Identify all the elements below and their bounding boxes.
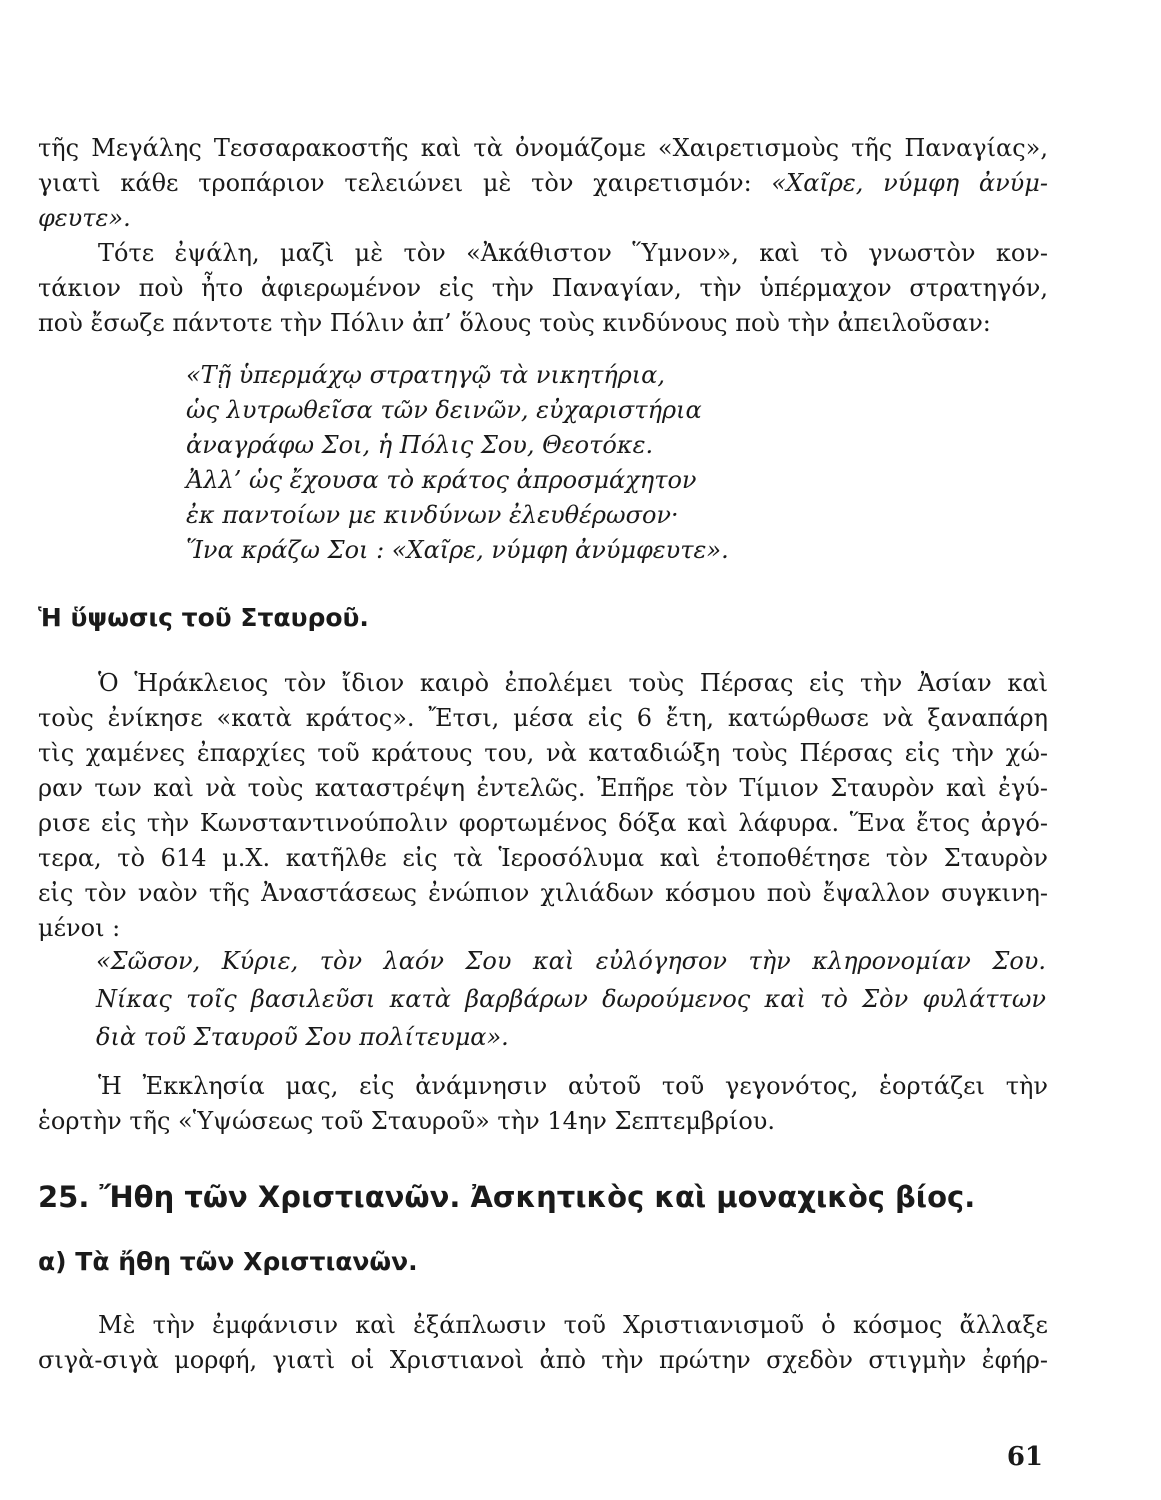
paragraph-kontakion-intro — [38, 236, 1048, 341]
verse-line: Ἵνα κράζω Σοι : «Χαῖρε, νύμφη ἀνύμφευτε». — [186, 536, 729, 564]
text-line: ποὺ ἔσωζε πάντοτε τὴν Πόλιν ἀπ’ ὅλους τοὺς κινδύνους ποὺ τὴν ἀπειλοῦσαν: — [38, 309, 991, 337]
paragraph-heraclius — [38, 666, 1048, 946]
text-line: τοὺς ἐνίκησε «κατὰ κράτος». Ἔτσι, μέσα εἰς 6 ἔτη, κατώρθωσε νὰ ξαναπάρη — [38, 704, 1048, 732]
page-number: 61 — [1006, 1442, 1043, 1472]
text-line: μένοι : — [38, 914, 121, 942]
text-line: ραν των καὶ νὰ τοὺς καταστρέψη ἐντελῶς. Ἐπῆρε τὸν Τίμιον Σταυρὸν καὶ ἐγύ- — [38, 774, 1048, 802]
kontakion-verse — [186, 358, 886, 568]
verse-line: ὡς λυτρωθεῖσα τῶν δεινῶν, εὐχαριστήρια — [186, 396, 702, 424]
quote-line: διὰ τοῦ Σταυροῦ Σου πολίτευμα». — [96, 1023, 509, 1051]
text-line: τάκιον ποὺ ἦτο ἀφιερωμένον εἰς τὴν Παναγίαν, τὴν ὑπέρμαχον στρατηγόν, — [38, 274, 1048, 302]
text-line: τῆς Μεγάλης Τεσσαρακοστῆς καὶ τὰ ὀνομάζομε «Χαιρετισμοὺς τῆς Παναγίας», — [38, 134, 1048, 162]
quote-line: Νίκας τοῖς βασιλεῦσι κατὰ βαρβάρων δωρούμενος καὶ τὸ Σὸν φυλάττων — [96, 985, 1046, 1013]
text-line: γιατὶ κάθε τροπάριον τελειώνει μὲ τὸν χαιρετισμόν: «Χαῖρε, νύμφη ἀνύμ- — [38, 169, 1048, 197]
quote-line: «Σῶσον, Κύριε, τὸν λαόν Σου καὶ εὐλόγησον τὴν κληρονομίαν Σου. — [96, 947, 1046, 975]
paragraph-customs — [38, 1308, 1048, 1378]
text-line: Ἡ Ἐκκλησία μας, εἰς ἀνάμνησιν αὐτοῦ τοῦ γεγονότος, ἑορτάζει τὴν — [98, 1072, 1048, 1100]
text-line: τερα, τὸ 614 μ.Χ. κατῆλθε εἰς τὰ Ἱεροσόλυμα καὶ ἐτοποθέτησε τὸν Σταυρὸν — [38, 844, 1048, 872]
text-line: Τότε ἐψάλη, μαζὶ μὲ τὸν «Ἀκάθιστον Ὕμνον», καὶ τὸ γνωστὸν κον- — [98, 239, 1048, 267]
verse-line: ἐκ παντοίων με κινδύνων ἐλευθέρωσον· — [186, 501, 679, 529]
text-line: τὶς χαμένες ἐπαρχίες τοῦ κράτους του, νὰ καταδιώξη τοὺς Πέρσας εἰς τὴν χώ- — [38, 739, 1048, 767]
text-line: σιγὰ-σιγὰ μορφή, γιατὶ οἱ Χριστιανοὶ ἀπὸ τὴν πρώτην σχεδὸν στιγμὴν ἐφήρ- — [38, 1346, 1048, 1374]
text-line: φευτε». — [38, 204, 131, 232]
text-line: Μὲ τὴν ἐμφάνισιν καὶ ἐξάπλωσιν τοῦ Χριστιανισμοῦ ὁ κόσμος ἄλλαξε — [98, 1311, 1048, 1339]
troparion-quote — [96, 942, 1046, 1056]
chapter-heading: 25. Ἤθη τῶν Χριστιανῶν. Ἀσκητικὸς καὶ μοναχικὸς βίος. — [38, 1180, 976, 1214]
paragraph-lent — [38, 131, 1048, 236]
subsection-heading: α) Τὰ ἤθη τῶν Χριστιανῶν. — [38, 1247, 418, 1276]
verse-line: Ἀλλ’ ὡς ἔχουσα τὸ κράτος ἀπροσμάχητον — [186, 466, 697, 494]
text-line: ἑορτὴν τῆς «Ὑψώσεως τοῦ Σταυροῦ» τὴν 14ην Σεπτεμβρίου. — [38, 1107, 775, 1135]
verse-line: ἀναγράφω Σοι, ἡ Πόλις Σου, Θεοτόκε. — [186, 431, 654, 459]
text-line: Ὁ Ἡράκλειος τὸν ἴδιον καιρὸ ἐπολέμει τοὺς Πέρσας εἰς τὴν Ἀσίαν καὶ — [98, 669, 1048, 697]
text-line: εἰς τὸν ναὸν τῆς Ἀναστάσεως ἐνώπιον χιλιάδων κόσμου ποὺ ἔψαλλον συγκινη- — [38, 879, 1048, 907]
paragraph-feast — [38, 1069, 1048, 1139]
text-line: ρισε εἰς τὴν Κωνσταντινούπολιν φορτωμένος δόξα καὶ λάφυρα. Ἕνα ἔτος ἀργό- — [38, 809, 1048, 837]
verse-line: «Τῇ ὑπερμάχῳ στρατηγῷ τὰ νικητήρια, — [186, 361, 666, 389]
section-heading: Ἡ ὕψωσις τοῦ Σταυροῦ. — [38, 603, 369, 632]
